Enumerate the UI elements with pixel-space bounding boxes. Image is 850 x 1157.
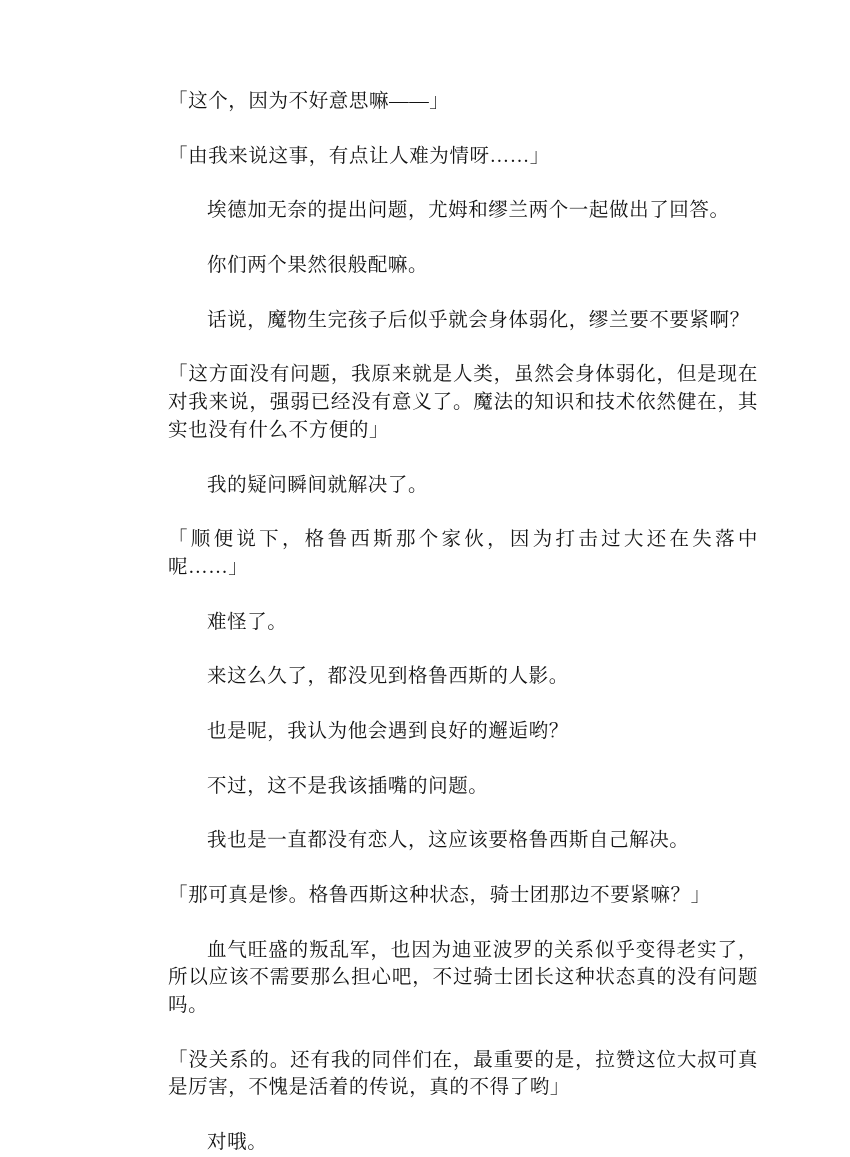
paragraph: 「顺便说下，格鲁西斯那个家伙，因为打击过大还在失落中呢……」 [168,529,758,578]
paragraph: 「这个，因为不好意思嘛——」 [168,91,450,112]
document-body [168,88,758,1157]
paragraph: 也是呢，我认为他会遇到良好的邂逅哟？ [207,720,569,742]
paragraph: 你们两个果然很般配嘛。 [207,255,429,277]
paragraph: 来这么久了，都没见到格鲁西斯的人影。 [207,666,569,688]
paragraph: 话说，魔物生完孩子后似乎就会身体弱化，缪兰要不要紧啊？ [207,309,750,331]
paragraph: 血气旺盛的叛乱军，也因为迪亚波罗的关系似乎变得老实了，所以应该不需要那么担心吧，不过骑士团长这种状态真的没有问题吗。 [168,939,758,1017]
paragraph: 难怪了。 [207,611,288,633]
paragraph: 埃德加无奈的提出问题，尤姆和缪兰两个一起做出了回答。 [207,200,730,222]
paragraph: 「没关系的。还有我的同伴们在，最重要的是，拉赞这位大叔可真是厉害，不愧是活着的传说，真的不得了哟」 [168,1049,758,1099]
paragraph: 「这方面没有问题，我原来就是人类，虽然会身体弱化，但是现在对我来说，强弱已经没有意义了。魔法的知识和技术依然健在，其实也没有什么不方便的」 [168,364,758,441]
paragraph: 「那可真是惨。格鲁西斯这种状态，骑士团那边不要紧嘛？」 [168,885,711,906]
paragraph: 对哦。 [207,1132,268,1154]
paragraph: 「由我来说这事，有点让人难为情呀……」 [168,145,550,167]
paragraph: 我的疑问瞬间就解决了。 [207,474,429,496]
paragraph: 我也是一直都没有恋人，这应该要格鲁西斯自己解决。 [207,830,690,852]
paragraph: 不过，这不是我该插嘴的问题。 [207,775,489,797]
